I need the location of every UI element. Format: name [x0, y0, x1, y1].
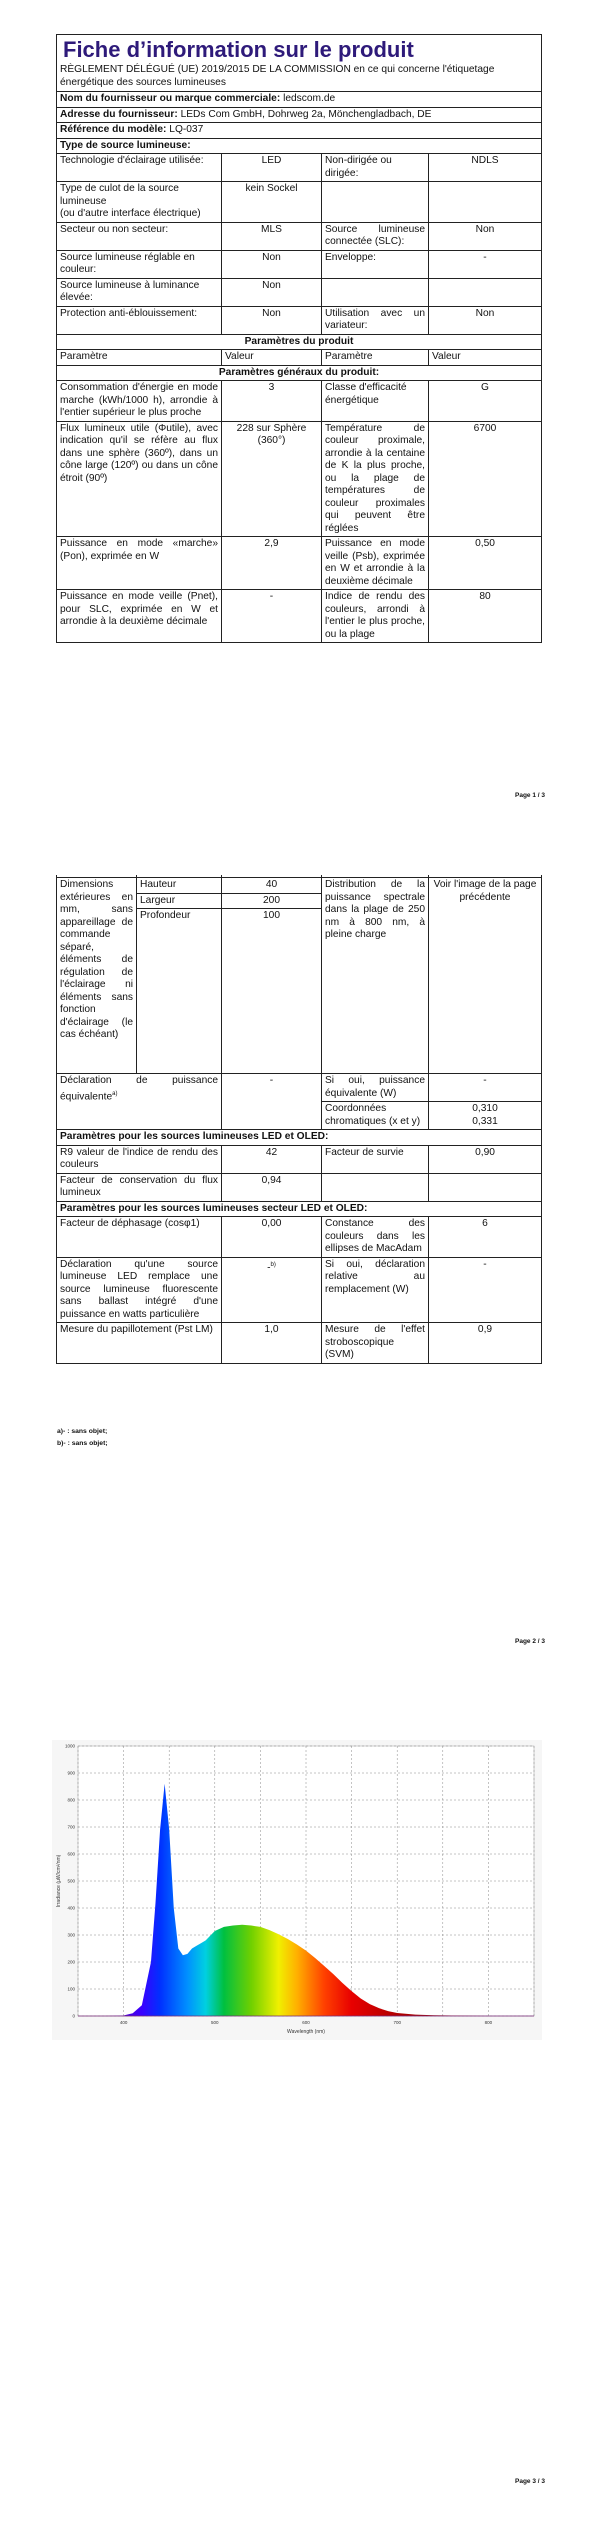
pon-label: Puissance en mode «marche» (Pon), exprimée en W	[57, 537, 222, 590]
high-luminance-value: Non	[222, 278, 322, 306]
equiv-sup: a)	[112, 1090, 118, 1097]
col-value-2: Valeur	[429, 350, 542, 366]
tunable-label: Source lumineuse réglable en couleur:	[57, 250, 222, 278]
y-tick-label: 700	[67, 1824, 75, 1830]
tunable-value: Non	[222, 250, 322, 278]
connected-value: Non	[429, 222, 542, 250]
replace-power-value: -	[429, 1257, 542, 1323]
dimmable-value: Non	[429, 306, 542, 334]
product-info-table-2	[56, 875, 541, 1364]
lumen-maint-label: Facteur de conservation du flux lumineux	[57, 1173, 222, 1201]
x-tick-label: 500	[211, 2020, 219, 2025]
cap-value: kein Sockel	[222, 182, 322, 223]
y-tick-label: 1000	[64, 1743, 75, 1749]
replace-power-label: Si oui, déclaration relative au remplacement (W)	[322, 1257, 429, 1323]
envelope-label: Enveloppe:	[322, 250, 429, 278]
equiv-label: Déclaration de puissance équivalente	[60, 1075, 218, 1102]
replace-value: -	[267, 1261, 271, 1273]
width-value: 200	[222, 893, 322, 909]
y-tick-label: 0	[72, 2013, 75, 2019]
replace-sup: b)	[270, 1261, 276, 1268]
y-tick-label: 300	[67, 1932, 75, 1938]
cct-value: 6700	[429, 421, 542, 537]
height-value: 40	[222, 878, 322, 894]
replace-value-cell	[222, 1257, 322, 1323]
page-number-2: Page 2 / 3	[515, 1638, 545, 1645]
psb-value: 0,50	[429, 537, 542, 590]
supplier-row	[57, 92, 542, 108]
page-3	[0, 1660, 595, 2526]
address-value: LEDs Com GmbH, Dohrweg 2a, Mönchengladbach, DE	[180, 108, 432, 120]
mains-value: MLS	[222, 222, 322, 250]
pon-value: 2,9	[222, 537, 322, 590]
col-param-2: Paramètre	[322, 350, 429, 366]
address-row	[57, 107, 542, 123]
strobo-label: Mesure de l'effet stroboscopique (SVM)	[322, 1323, 429, 1364]
cap-label: Type de culot de la source lumineuse	[60, 183, 179, 207]
replace-label: Déclaration qu'une source lumineuse LED remplace une source lumineuse fluorescente sans ballast intégré d'une puissance en watts particulière	[57, 1257, 222, 1323]
pnet-label: Puissance en mode veille (Pnet), pour SLC, exprimée en W et arrondie à la deuxième décimale	[57, 590, 222, 643]
mains-led-params-header: Paramètres pour les sources lumineuses secteur LED et OLED:	[57, 1201, 542, 1217]
page-number-3: Page 3 / 3	[515, 2478, 545, 2485]
address-label: Adresse du fournisseur:	[60, 108, 178, 120]
height-label: Hauteur	[137, 878, 222, 894]
lumen-maint-value: 0,94	[222, 1173, 322, 1201]
pf-value: 0,00	[222, 1217, 322, 1258]
cap-label-cell	[57, 182, 222, 223]
y-tick-label: 200	[67, 1959, 75, 1965]
equiv-power-label: Si oui, puissance équivalente (W)	[322, 1074, 429, 1102]
document-title: Fiche d’information sur le produit	[63, 37, 414, 62]
dimmable-label: Utilisation avec un variateur:	[322, 306, 429, 334]
x-tick-label: 400	[119, 2020, 128, 2025]
supplier-label: Nom du fournisseur ou marque commerciale:	[60, 93, 281, 104]
survival-label: Facteur de survie	[322, 1145, 429, 1173]
tech-value: LED	[222, 154, 322, 182]
glare-value: Non	[222, 306, 322, 334]
model-row	[57, 123, 542, 139]
dims-label: Dimensions extérieures en mm, sans appareillage de commande séparé, éléments de régulation de l'éclairage ni éléments sans fonction d'éclairage (le cas échéant)	[57, 878, 137, 1074]
flux-label: Flux lumineux utile (Φutile), avec indication qu'il se réfère au flux dans une sphère (360º), dans un cône large (120º) ou dans un cône étroit (90º)	[57, 421, 222, 537]
r9-label: R9 valeur de l'indice de rendu des couleurs	[57, 1145, 222, 1173]
equiv-power-value: -	[429, 1074, 542, 1102]
page-number-1: Page 1 / 3	[515, 792, 545, 799]
y-tick-label: 400	[67, 1905, 75, 1911]
source-type-header: Type de source lumineuse:	[57, 138, 542, 154]
col-value-1: Valeur	[222, 350, 322, 366]
col-param-1: Paramètre	[57, 350, 222, 366]
equiv-label-cell	[57, 1074, 222, 1130]
x-tick-label: 800	[484, 2020, 493, 2025]
params-header: Paramètres du produit	[57, 334, 542, 350]
y-tick-label: 900	[67, 1770, 75, 1776]
chroma-y: 0,331	[472, 1115, 498, 1127]
chroma-values-cell	[429, 1102, 542, 1130]
energy-value: 3	[222, 381, 322, 422]
x-tick-label: 700	[393, 2020, 401, 2025]
flicker-label: Mesure du papillotement (Pst LM)	[57, 1323, 222, 1364]
macadam-label: Constance des couleurs dans les ellipses de MacAdam	[322, 1217, 429, 1258]
footnotes	[57, 1426, 108, 1450]
glare-label: Protection anti-éblouissement:	[57, 306, 222, 334]
pnet-value: -	[222, 590, 322, 643]
depth-label: Profondeur	[137, 909, 222, 1074]
page-2	[0, 860, 595, 1660]
y-axis-label: Irradiance (µW/cm²/nm)	[56, 1854, 62, 1908]
r9-value: 42	[222, 1145, 322, 1173]
cap-label-extra: (ou d'autre interface électrique)	[60, 208, 201, 219]
flicker-value: 1,0	[222, 1323, 322, 1364]
regulation-text: RÈGLEMENT DÉLÉGUÉ (UE) 2019/2015 DE LA COMMISSION en ce qui concerne l'étiquetage énergétique des sources lumineuses	[60, 64, 495, 88]
directed-value: NDLS	[429, 154, 542, 182]
y-tick-label: 600	[67, 1851, 75, 1857]
chroma-label: Coordonnées chromatiques (x et y)	[322, 1102, 429, 1130]
equiv-value: -	[222, 1074, 322, 1130]
macadam-value: 6	[429, 1217, 542, 1258]
depth-value: 100	[222, 909, 322, 1074]
y-tick-label: 800	[67, 1797, 75, 1803]
spectrum-chart	[52, 1740, 542, 2040]
class-label: Classe d'efficacité énergétique	[322, 381, 429, 422]
mains-label: Secteur ou non secteur:	[57, 222, 222, 250]
page-1	[0, 0, 595, 860]
directed-label: Non-dirigée ou dirigée:	[322, 154, 429, 182]
flux-value: 228 sur Sphère (360°)	[222, 421, 322, 537]
psb-label: Puissance en mode veille (Psb), exprimée en W et arrondie à la deuxième décimale	[322, 537, 429, 590]
cct-label: Température de couleur proximale, arrondie à la centaine de K la plus proche, ou la plage de températures de couleur proximales qui peuvent être réglées	[322, 421, 429, 537]
width-label: Largeur	[137, 893, 222, 909]
survival-value: 0,90	[429, 1145, 542, 1173]
model-label: Référence du modèle:	[60, 124, 167, 135]
tech-label: Technologie d'éclairage utilisée:	[57, 154, 222, 182]
envelope-value: -	[429, 250, 542, 278]
high-luminance-label: Source lumineuse à luminance élevée:	[57, 278, 222, 306]
cri-label: Indice de rendu des couleurs, arrondi à l'entier le plus proche, ou la plage	[322, 590, 429, 643]
general-params-header: Paramètres généraux du produit:	[57, 365, 542, 381]
supplier-value: ledscom.de	[283, 93, 336, 104]
y-tick-label: 500	[67, 1878, 75, 1884]
spd-value: Voir l'image de la page précédente	[429, 878, 542, 1074]
class-value: G	[429, 381, 542, 422]
x-tick-label: 600	[302, 2020, 310, 2025]
strobo-value: 0,9	[429, 1323, 542, 1364]
product-info-table-1	[56, 34, 541, 643]
y-tick-label: 100	[67, 1986, 75, 1992]
led-params-header: Paramètres pour les sources lumineuses LED et OLED:	[57, 1130, 542, 1146]
footnote-b: b)- : sans objet;	[57, 1440, 108, 1447]
x-axis-label: Wavelength (nm)	[287, 2029, 325, 2035]
pf-label: Facteur de déphasage (cosφ1)	[57, 1217, 222, 1258]
spectrum-chart-svg	[52, 1740, 542, 2040]
cri-value: 80	[429, 590, 542, 643]
model-value: LQ-037	[169, 124, 204, 135]
spd-label: Distribution de la puissance spectrale dans la plage de 250 nm à 800 nm, à pleine charge	[322, 878, 429, 1074]
energy-label: Consommation d'énergie en mode marche (kWh/1000 h), arrondie à l'entier supérieur le plus proche	[57, 381, 222, 422]
chroma-x: 0,310	[472, 1103, 498, 1114]
connected-label: Source lumineuse connectée (SLC):	[322, 222, 429, 250]
footnote-a: a)- : sans objet;	[57, 1428, 108, 1435]
